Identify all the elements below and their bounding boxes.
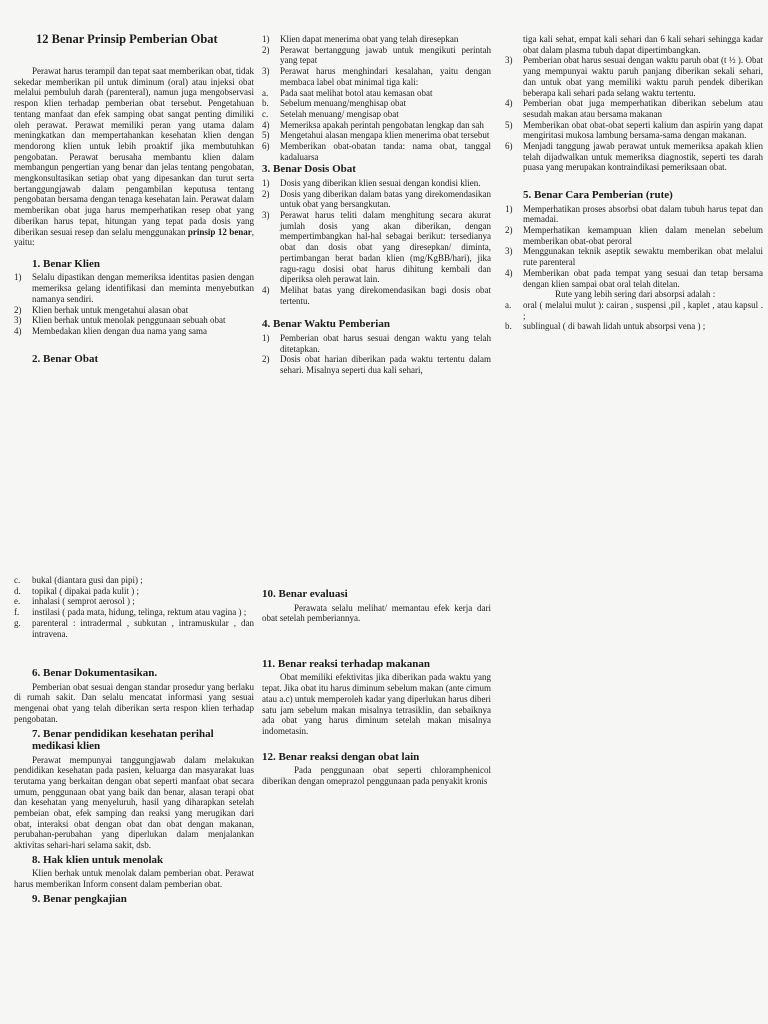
list-item-text: Perawat harus menghindari kesalahan, yaitu dengan membaca label obat minimal tiga kali:	[280, 66, 491, 87]
list-item	[505, 246, 763, 267]
list-marker: c.	[14, 575, 21, 585]
list-marker: 4)	[262, 284, 270, 295]
list-marker: 1)	[262, 332, 270, 343]
list-item	[505, 120, 763, 141]
list-marker: 3)	[14, 315, 22, 326]
section-5-heading: 5. Benar Cara Pemberian (rute)	[523, 189, 673, 202]
list-item	[505, 141, 763, 173]
list-item-text: Membedakan klien dengan dua nama yang sama	[32, 325, 207, 336]
list-marker: 4)	[505, 98, 513, 109]
list-marker: 6)	[262, 141, 270, 152]
route-list-b	[14, 575, 254, 639]
list-marker: f.	[14, 607, 20, 618]
list-marker: g.	[14, 617, 21, 628]
list-item-text: Menggunakan teknik aseptik sewaktu memberikan obat melalui rute parenteral	[523, 246, 763, 268]
section-3-heading: 3. Benar Dosis Obat	[262, 163, 356, 176]
section-2-heading: 2. Benar Obat	[32, 352, 99, 365]
list-item-text: Pada saat melihat botol atau kemasan obat	[280, 87, 433, 98]
list-item	[505, 204, 763, 225]
list-marker: b.	[505, 321, 512, 332]
list-item	[262, 98, 491, 109]
list-item-text: Memperhatikan kemampuan klien dalam menelan sebelum memberikan obat-obat peroral	[523, 225, 763, 246]
list-item	[262, 109, 491, 120]
document-title: 12 Benar Prinsip Pemberian Obat	[36, 32, 218, 46]
list-item	[505, 225, 763, 246]
list-item-text: Perawat bertanggung jawab untuk mengikuti perintah yang tepat	[280, 44, 491, 66]
list-marker: 6)	[505, 141, 513, 152]
list-item-text: Memberikan obat-obatan tanda: nama obat, tanggal kadaluarsa	[280, 141, 491, 162]
section-6-heading: 6. Benar Dokumentasikan.	[32, 667, 158, 680]
list-marker: 2)	[14, 304, 22, 315]
section-9-heading: 9. Benar pengkajian	[32, 892, 127, 905]
list-item	[262, 141, 491, 162]
list-item-text: inhalasi ( semprot aerosol ) ;	[32, 596, 135, 607]
section-12-text: Pada penggunaan obat seperti chloramphenicol diberikan dengan omeprazol penggunaan pada penyakit kronis	[262, 765, 491, 786]
list-item-text: Mengetahui alasan mengapa klien menerima obat tersebut	[280, 130, 490, 141]
section-10-heading: 10. Benar evaluasi	[262, 588, 348, 600]
list-marker: b.	[262, 98, 269, 109]
list-marker: 5)	[262, 130, 270, 141]
column-5	[262, 580, 491, 787]
list-item-text: Pemberian obat juga memperhatikan diberikan sebelum atau sesudah makan atau bersama makanan	[523, 98, 763, 119]
list-item-text: sublingual ( di bawah lidah untuk absorpsi vena ) ;	[523, 321, 706, 332]
list-item-text: instilasi ( pada mata, hidung, telinga, rektum atau vagina ) ;	[32, 607, 247, 618]
list-item-text: Menjadi tanggung jawab perawat untuk memeriksa apakah klien telah dijadwalkan untuk memeriksa diagnostik, seperti tes darah puasa yang merupakan kontraindikasi pemeriksaan obat.	[523, 141, 763, 173]
list-item-text: Selalu dipastikan dengan memeriksa identitas pasien dengan memeriksa gelang identifikasi dan meminta menyebutkan namanya sendiri.	[32, 272, 254, 304]
list-item-text: Memberikan obat obat-obat seperti kalium dan aspirin yang dapat mengiritasi mukosa lambung bersama-sama dengan makanan.	[523, 119, 763, 141]
list-marker: a.	[262, 87, 269, 98]
section-4-list-a	[262, 333, 491, 376]
section-4-heading: 4. Benar Waktu Pemberian	[262, 318, 390, 331]
section-8-text: Klien berhak untuk menolak dalam pemberian obat. Perawat harus memberikan Inform consent dalam pemberian obat.	[14, 868, 254, 890]
list-marker: 1)	[262, 177, 270, 188]
column-3	[505, 34, 763, 332]
list-item	[505, 300, 763, 321]
section-1-heading: 1. Benar Klien	[32, 257, 100, 270]
list-item	[262, 178, 491, 189]
section-12-heading: 12. Benar reaksi dengan obat lain	[262, 750, 420, 763]
list-item	[14, 326, 254, 337]
list-marker: 2)	[505, 225, 513, 236]
list-item-text: Memeriksa apakah perintah pengobatan lengkap dan sah	[280, 119, 484, 130]
list-item-text: topikal ( dipakai pada kulit ) ;	[32, 585, 139, 596]
list-item-text: Memberikan obat pada tempat yang sesuai dan tetap bersama dengan klien sampai obat oral telah ditelan.	[523, 267, 763, 289]
list-item	[262, 45, 491, 66]
section-7-text: Perawat mempunyai tanggungjawab dalam melakukan pendidikan kesehatan pada pasien, keluarga dan masyarakat luas terutama yang berkaitan dengan obat seperti manfaat obat secara umum, penggunaan obat yang baik dan benar, alasan terapi obat dan kesehatan yang menyeluruh, hasil yang diharapkan setelah pembeian obat, efek samping dan reaksi yang merugikan dari obat, interaksi obat dengan obat dan obat dengan makanan, perubahan-perubahan yang diperlukan dalam menjalankan aktivitas sehari-hari selama sakit, dsb.	[14, 754, 254, 851]
list-item	[14, 596, 254, 607]
list-item	[14, 618, 254, 639]
list-marker: 2)	[262, 354, 270, 365]
list-marker: 2)	[262, 188, 270, 199]
section-10-text: Perawata selalu melihat/ memantau efek kerja dari obat setelah pemberiannya.	[262, 602, 491, 624]
list-item	[14, 272, 254, 304]
list-item-text: Perawat harus teliti dalam menghitung secara akurat jumlah dosis yang akan diberikan, dengan mempertimbangkan hal-hal sebagai berikut: tersedianya obat dan dosis obat yang diresepkan/ diminta, pertimbangan berat badan klien (mg/KgBB/hari), jika ragu-ragu dosisi obat harus dihitung kembali dan diperiksa oleh perawat lain.	[280, 210, 491, 285]
list-marker: 3)	[262, 210, 270, 221]
column-2	[262, 34, 491, 376]
list-item	[505, 321, 763, 332]
list-marker: 4)	[14, 325, 22, 336]
column-4	[14, 575, 254, 907]
list-item	[262, 120, 491, 131]
list-marker: a.	[505, 299, 512, 310]
list-marker: 1)	[262, 34, 270, 44]
column-1	[14, 32, 254, 367]
list-item	[262, 66, 491, 87]
section-1-list	[14, 272, 254, 336]
list-item-text: bukal (diantara gusi dan pipi) ;	[32, 575, 143, 585]
section-7-heading: 7. Benar pendidikan kesehatan perihal medikasi klien	[32, 727, 214, 753]
list-marker: 1)	[14, 272, 22, 283]
list-item-text: oral ( melalui mulut ): cairan , suspensi ,pil , kaplet , atau kapsul . ;	[523, 299, 763, 321]
list-marker: 4)	[505, 267, 513, 278]
list-item-text: Klien dapat menerima obat yang telah diresepkan	[280, 34, 459, 44]
list-item	[262, 88, 491, 99]
list-marker: 5)	[505, 119, 513, 130]
list-item	[262, 210, 491, 285]
list-item-text: Dosis obat harian diberikan pada waktu tertentu dalam sehari. Misalnya seperti dua kali sehari,	[280, 354, 491, 375]
list-item	[262, 130, 491, 141]
list-item	[14, 575, 254, 586]
list-marker: 3)	[262, 66, 270, 77]
list-marker: d.	[14, 585, 21, 596]
list-item-text: Memperhatikan proses absorbsi obat dalam tubuh harus tepat dan memadai.	[523, 203, 763, 225]
section-11-text: Obat memiliki efektivitas jika diberikan pada waktu yang tepat. Jika obat itu harus diminum sebelum makan (ante cimum atau a.c) untuk memperoleh kadar yang diperlukan harus diberi satu jam sebelum makan misalnya tetrasiklin, dan sebaiknya ada obat yang harus diminum setelah makan misalnya indometasin.	[262, 672, 491, 736]
list-item-text: Pemberian obat harus sesuai dengan waktu paruh obat (t ½ ). Obat yang mempunyai waktu paruh panjang diberikan sekali sehari, dan untuk obat yang memiliki waktu paruh pendek diberikan beberapa kali sehari pada selang waktu tertentu.	[523, 55, 763, 98]
list-item	[262, 354, 491, 375]
section-11-heading: 11. Benar reaksi terhadap makanan	[262, 657, 430, 670]
list-item-text: Klien berhak untuk menolak penggunaan sebuah obat	[32, 315, 226, 326]
list-item	[14, 586, 254, 597]
section-4-continued: tiga kali sehat, empat kali sehari dan 6 kali sehari sehingga kadar obat dalam plasma tubuh dapat dipertimbangkan.	[523, 34, 763, 55]
list-marker: 2)	[262, 44, 270, 55]
list-item	[505, 268, 763, 289]
list-item	[262, 333, 491, 354]
list-item	[505, 55, 763, 98]
list-marker: 1)	[505, 203, 513, 214]
section-4-list-b	[505, 55, 763, 173]
list-item-text: Pemberian obat harus sesuai dengan waktu yang telah ditetapkan.	[280, 332, 491, 354]
list-marker: c.	[262, 108, 269, 119]
route-intro: Rute yang lebih sering dari absorpsi adalah :	[555, 289, 716, 300]
list-item	[262, 34, 491, 45]
list-item-text: Sebelum menuang/menghisap obat	[280, 98, 406, 109]
list-item-text: Dosis yang diberikan klien sesuai dengan kondisi klien.	[280, 177, 481, 188]
list-item	[14, 315, 254, 326]
section-8-heading: 8. Hak klien untuk menolak	[32, 853, 164, 866]
list-item-text: Setelah menuang/ mengisap obat	[280, 108, 399, 119]
intro-paragraph: Perawat harus terampil dan tepat saat memberikan obat, tidak sekedar memberikan pil untuk diminum (oral) atau injeksi obat melalui pembuluh darah (parenteral), namun juga mengobservasi respon klien terhadap pemberian obat tersebut. Pengetahuan tentang manfaat dan efek samping obat sangat penting dimiliki oleh perawat. Perawat memiliki peran yang utama dalam meningkatkan dan mempertahankan kesehatan klien dengan mendorong klien untuk lebih proaktif jika membutuhkan pengobatan. Perawat berusaha membantu klien dalam membangun pengertian yang benar dan jelas tentang pengobatan, mengkonsultasikan setiap obat yang dipesankan dan turut serta bertanggungjawab dalam pengambilan keputusa tentang pengobatan bersama dengan tenaga kesehatan lain. Perawat dalam memberikan obat juga harus memperhatikan resep obat yang diberikan harus tepat, hitungan yang tepat pada dosis yang diberikan sesuai resep dan selalu menggunakan prinsip 12 benar, yaitu:	[14, 66, 254, 248]
section-2-list	[262, 34, 491, 162]
list-item-text: Melihat batas yang direkomendasikan bagi dosis obat tertentu.	[280, 284, 491, 306]
list-item	[262, 189, 491, 210]
list-item-text: Dosis yang diberikan dalam batas yang direkomendasikan untuk obat yang bersangkutan.	[280, 188, 491, 210]
section-3-list	[262, 178, 491, 306]
section-6-text: Pemberian obat sesuai dengan standar prosedur yang berlaku di rumah sakit. Dan selalu mencatat informasi yang sesuai mengenai obat yang telah diberikan serta respon klien terhadap pengobatan.	[14, 681, 254, 724]
list-item	[14, 607, 254, 618]
list-marker: 3)	[505, 55, 513, 66]
list-marker: 3)	[505, 246, 513, 257]
route-list-a	[505, 300, 763, 332]
list-item	[14, 305, 254, 316]
list-item	[262, 285, 491, 306]
list-marker: e.	[14, 596, 21, 607]
list-item-text: parenteral : intradermal , subkutan , intramuskular , dan intravena.	[32, 617, 254, 639]
section-5-list	[505, 204, 763, 290]
list-marker: 4)	[262, 119, 270, 130]
list-item-text: Klien berhak untuk mengetahui alasan obat	[32, 304, 189, 315]
list-item	[505, 98, 763, 119]
